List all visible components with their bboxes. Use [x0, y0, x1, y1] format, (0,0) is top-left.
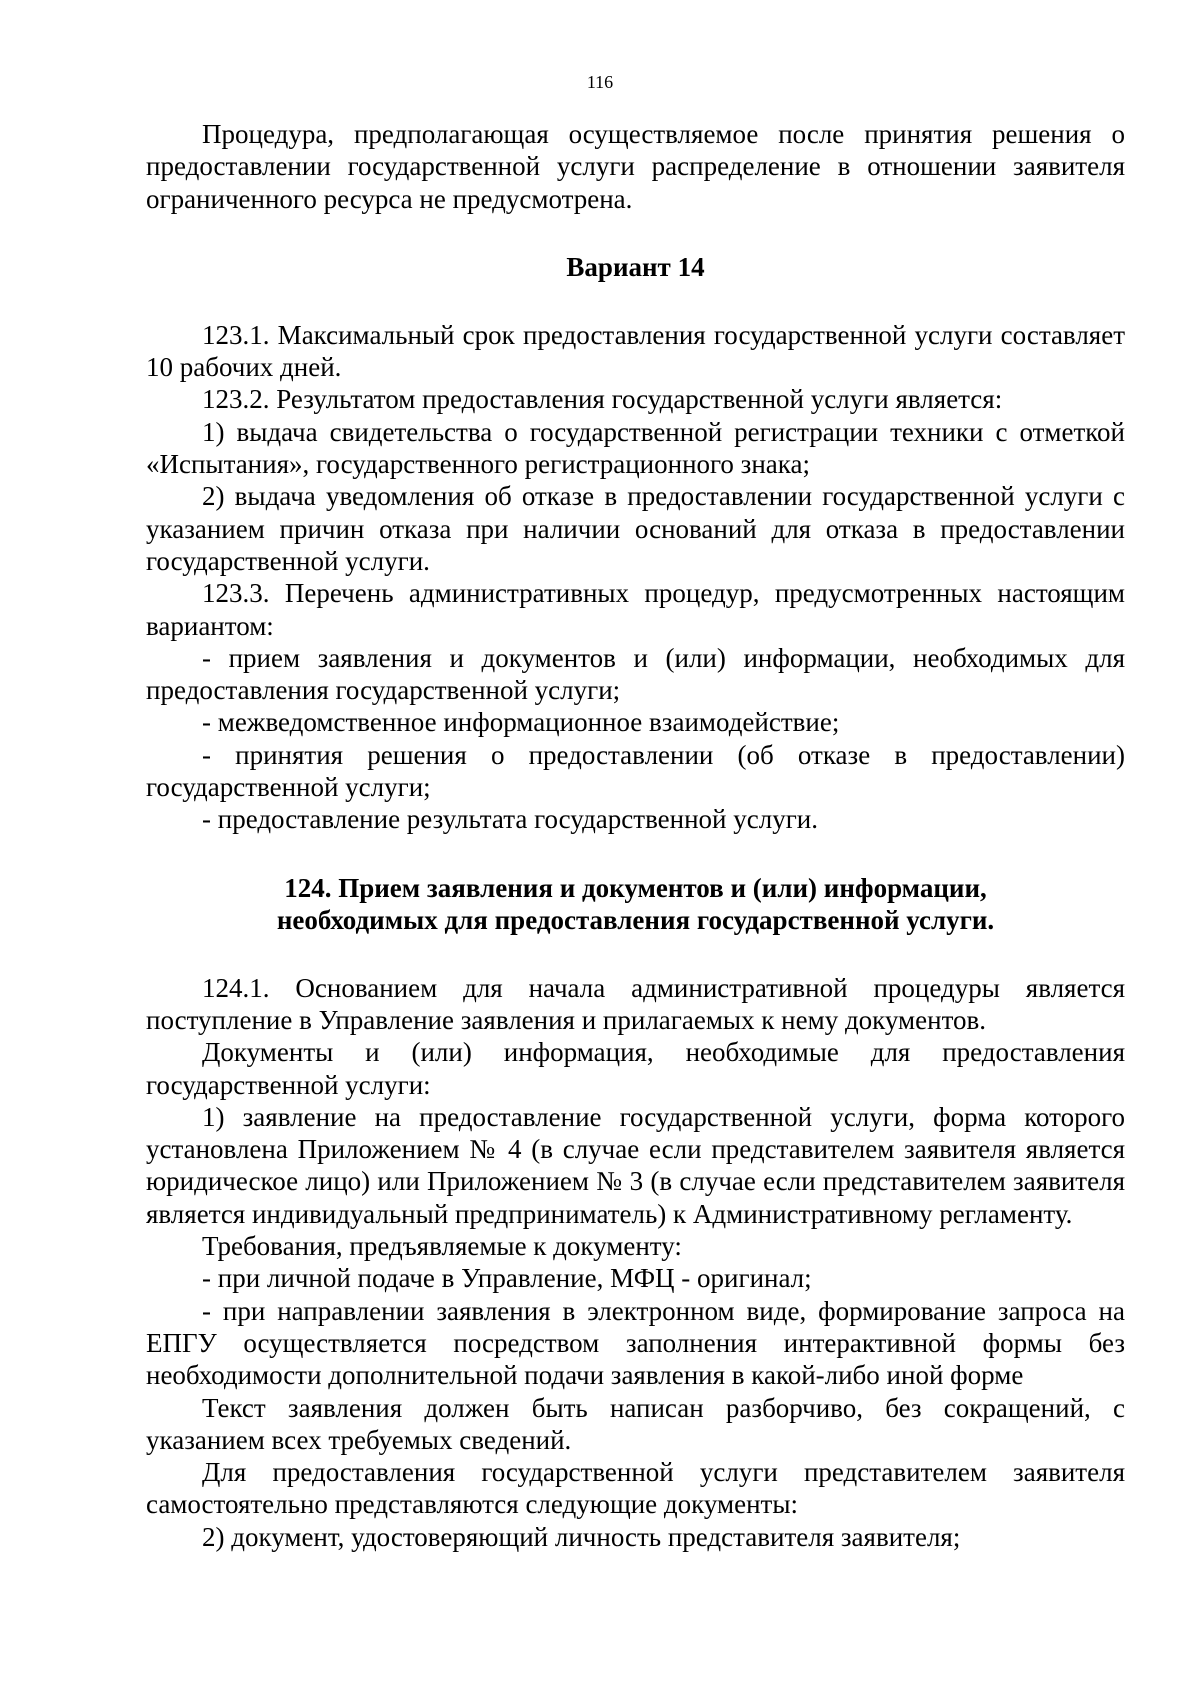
page-number: 116: [586, 72, 614, 92]
procedure-item-1: - прием заявления и документов и (или) информации, необходимых для предоставления государственной услуги;: [146, 642, 1125, 706]
requirement-electronic: - при направлении заявления в электронном виде, формирование запроса на ЕПГУ осуществляется посредством заполнения интерактивной формы без необходимости дополнительной подачи заявления в какой-либо иной форме: [146, 1295, 1125, 1391]
requirement-personal: - при личной подаче в Управление, МФЦ - оригинал;: [202, 1263, 812, 1294]
section-heading-line-1: 124. Прием заявления и документов и (или) информации,: [284, 872, 987, 903]
paragraph-123-1: 123.1. Максимальный срок предоставления государственной услуги составляет 10 рабочих дней.: [146, 319, 1125, 383]
documents-intro: Документы и (или) информация, необходимые для предоставления государственной услуги:: [146, 1037, 1125, 1100]
document-item-2: 2) документ, удостоверяющий личность представителя заявителя;: [202, 1521, 961, 1552]
requirements-heading: Требования, предъявляемые к документу:: [202, 1231, 682, 1262]
paragraph-123-3: 123.3. Перечень административных процедур, предусмотренных настоящим вариантом:: [146, 578, 1125, 641]
representative-documents-intro: Для предоставления государственной услуги представителем заявителя самостоятельно представляются следующие документы:: [146, 1457, 1125, 1520]
paragraph-124-1: 124.1. Основанием для начала административной процедуры является поступление в Управление заявления и прилагаемых к нему документов.: [146, 972, 1125, 1035]
result-item-1: 1) выдача свидетельства о государственной регистрации техники с отметкой «Испытания», государственного регистрационного знака;: [146, 416, 1125, 480]
procedure-item-4: - предоставление результата государственной услуги.: [202, 804, 818, 835]
legibility-requirement: Текст заявления должен быть написан разборчиво, без сокращений, с указанием всех требуемых сведений.: [146, 1392, 1125, 1455]
document-body: [146, 118, 1125, 1553]
procedure-item-3: - принятия решения о предоставлении (об отказе в предоставлении) государственной услуги;: [146, 739, 1125, 803]
intro-paragraph: Процедура, предполагающая осуществляемое после принятия решения о предоставлении государственной услуги распределение в отношении заявителя ограниченного ресурса не предусмотрена.: [146, 119, 1125, 214]
paragraph-123-2: 123.2. Результатом предоставления государственной услуги является:: [202, 384, 1003, 415]
procedure-item-2: - межведомственное информационное взаимодействие;: [202, 707, 840, 738]
document-item-1: 1) заявление на предоставление государственной услуги, форма которого установлена Приложением № 4 (в случае если представителем заявителя является юридическое лицо) или Приложением № 3 (в случае если представителем заявителя является индивидуальный предприниматель) к Административному регламенту.: [146, 1101, 1125, 1229]
result-item-2: 2) выдача уведомления об отказе в предоставлении государственной услуги с указанием причин отказа при наличии оснований для отказа в предоставлении государственной услуги.: [146, 481, 1125, 576]
variant-heading: Вариант 14: [566, 251, 705, 282]
section-heading-line-2: необходимых для предоставления государственной услуги.: [276, 904, 995, 935]
